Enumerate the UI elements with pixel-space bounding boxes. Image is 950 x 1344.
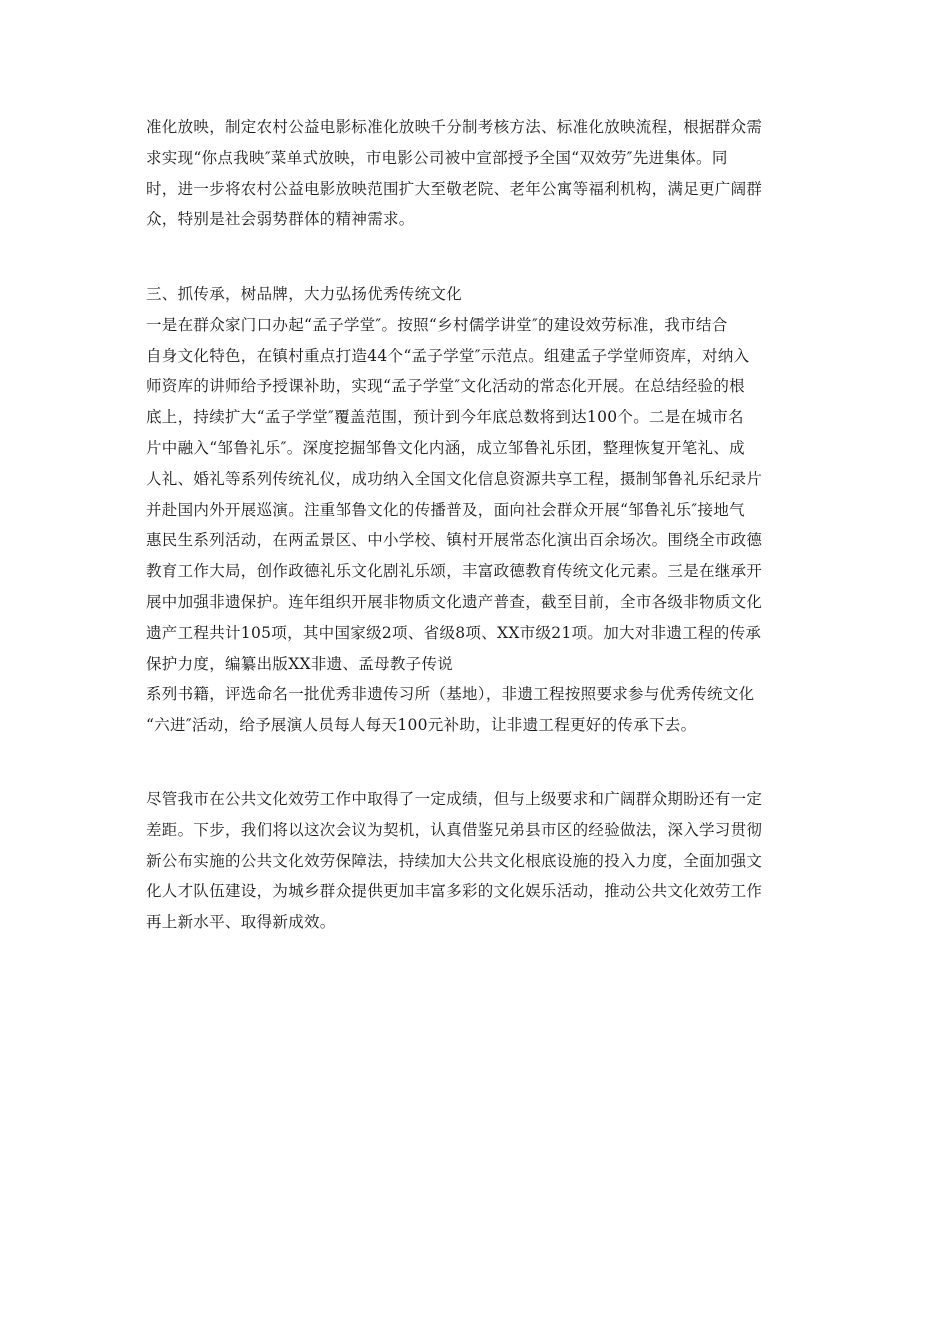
text-line: 底上，持续扩大“孟子学堂″覆盖范围，预计到今年底总数将到达100个。二是在城市名 (146, 408, 744, 427)
text-line: 片中融入“邹鲁礼乐″。深度挖掘邹鲁文化内涵，成立邹鲁礼乐团，整理恢复开笔礼、成 (146, 438, 745, 457)
text-line: 时，进一步将农村公益电影放映范围扩大至敬老院、老年公寓等福利机构，满足更广阔群 (146, 179, 763, 198)
text-line: 化人才队伍建设，为城乡群众提供更加丰富多彩的文化娱乐活动，推动公共文化效劳工作 (146, 882, 763, 901)
paragraph-conclusion (146, 784, 810, 938)
text-line: 自身文化特色，在镇村重点打造44个“孟子学堂″示范点。组建孟子学堂师资库，对纳入 (146, 346, 750, 365)
text-line: 求实现“你点我映″菜单式放映，市电影公司被中宣部授予全国“双效劳″先进集体。同 (146, 148, 728, 167)
text-line: 并赴国内外开展巡演。注重邹鲁文化的传播普及，面向社会群众开展“邹鲁礼乐″接地气 (146, 500, 745, 519)
text-line: 教育工作大局，创作政德礼乐文化剧礼乐颂，丰富政德教育传统文化元素。三是在继承开 (146, 562, 763, 581)
text-line: 差距。下步，我们将以这次会议为契机，认真借鉴兄弟县市区的经验做法，深入学习贯彻 (146, 820, 763, 839)
text-line: 人礼、婚礼等系列传统礼仪，成功纳入全国文化信息资源共享工程，摄制邹鲁礼乐纪录片 (146, 469, 763, 488)
text-line: 惠民生系列活动，在两孟景区、中小学校、镇村开展常态化演出百余场次。围绕全市政德 (146, 531, 763, 550)
text-line: 准化放映，制定农村公益电影标准化放映千分制考核方法、标准化放映流程，根据群众需 (146, 118, 763, 136)
section-heading: 三、抓传承，树品牌，大力弘扬优秀传统文化 (146, 285, 463, 303)
text-line: 系列书籍，评选命名一批优秀非遗传习所（基地），非遗工程按照要求参与优秀传统文化 (146, 685, 755, 704)
text-line: 一是在群众家门口办起“孟子学堂″。按照“乡村儒学讲堂″的建设效劳标准，我市结合 (146, 315, 728, 334)
text-line: 保护力度，编纂出版XX非遗、孟母教子传说 (146, 654, 454, 673)
text-line: 师资库的讲师给予授课补助，实现“孟子学堂″文化活动的常态化开展。在总结经验的根 (146, 377, 745, 396)
text-line: 新公布实施的公共文化效劳保障法，持续加大公共文化根底设施的投入力度，全面加强文 (146, 851, 763, 870)
text-line: 再上新水平、取得新成效。 (146, 913, 336, 932)
text-line: 众，特别是社会弱势群体的精神需求。 (146, 210, 415, 229)
text-line: 遗产工程共计105项，其中国家级2项、省级8项、XX市级21项。加大对非遗工程的传承 (146, 623, 762, 642)
section-traditional-culture (146, 279, 810, 741)
paragraph-film-screening (146, 112, 810, 235)
text-line: “六进″活动，给予展演人员每人每天100元补助，让非遗工程更好的传承下去。 (146, 716, 697, 735)
text-line: 尽管我市在公共文化效劳工作中取得了一定成绩，但与上级要求和广阔群众期盼还有一定 (146, 790, 763, 808)
text-line: 展中加强非遗保护。连年组织开展非物质文化遗产普查，截至目前，全市各级非物质文化 (146, 592, 763, 611)
